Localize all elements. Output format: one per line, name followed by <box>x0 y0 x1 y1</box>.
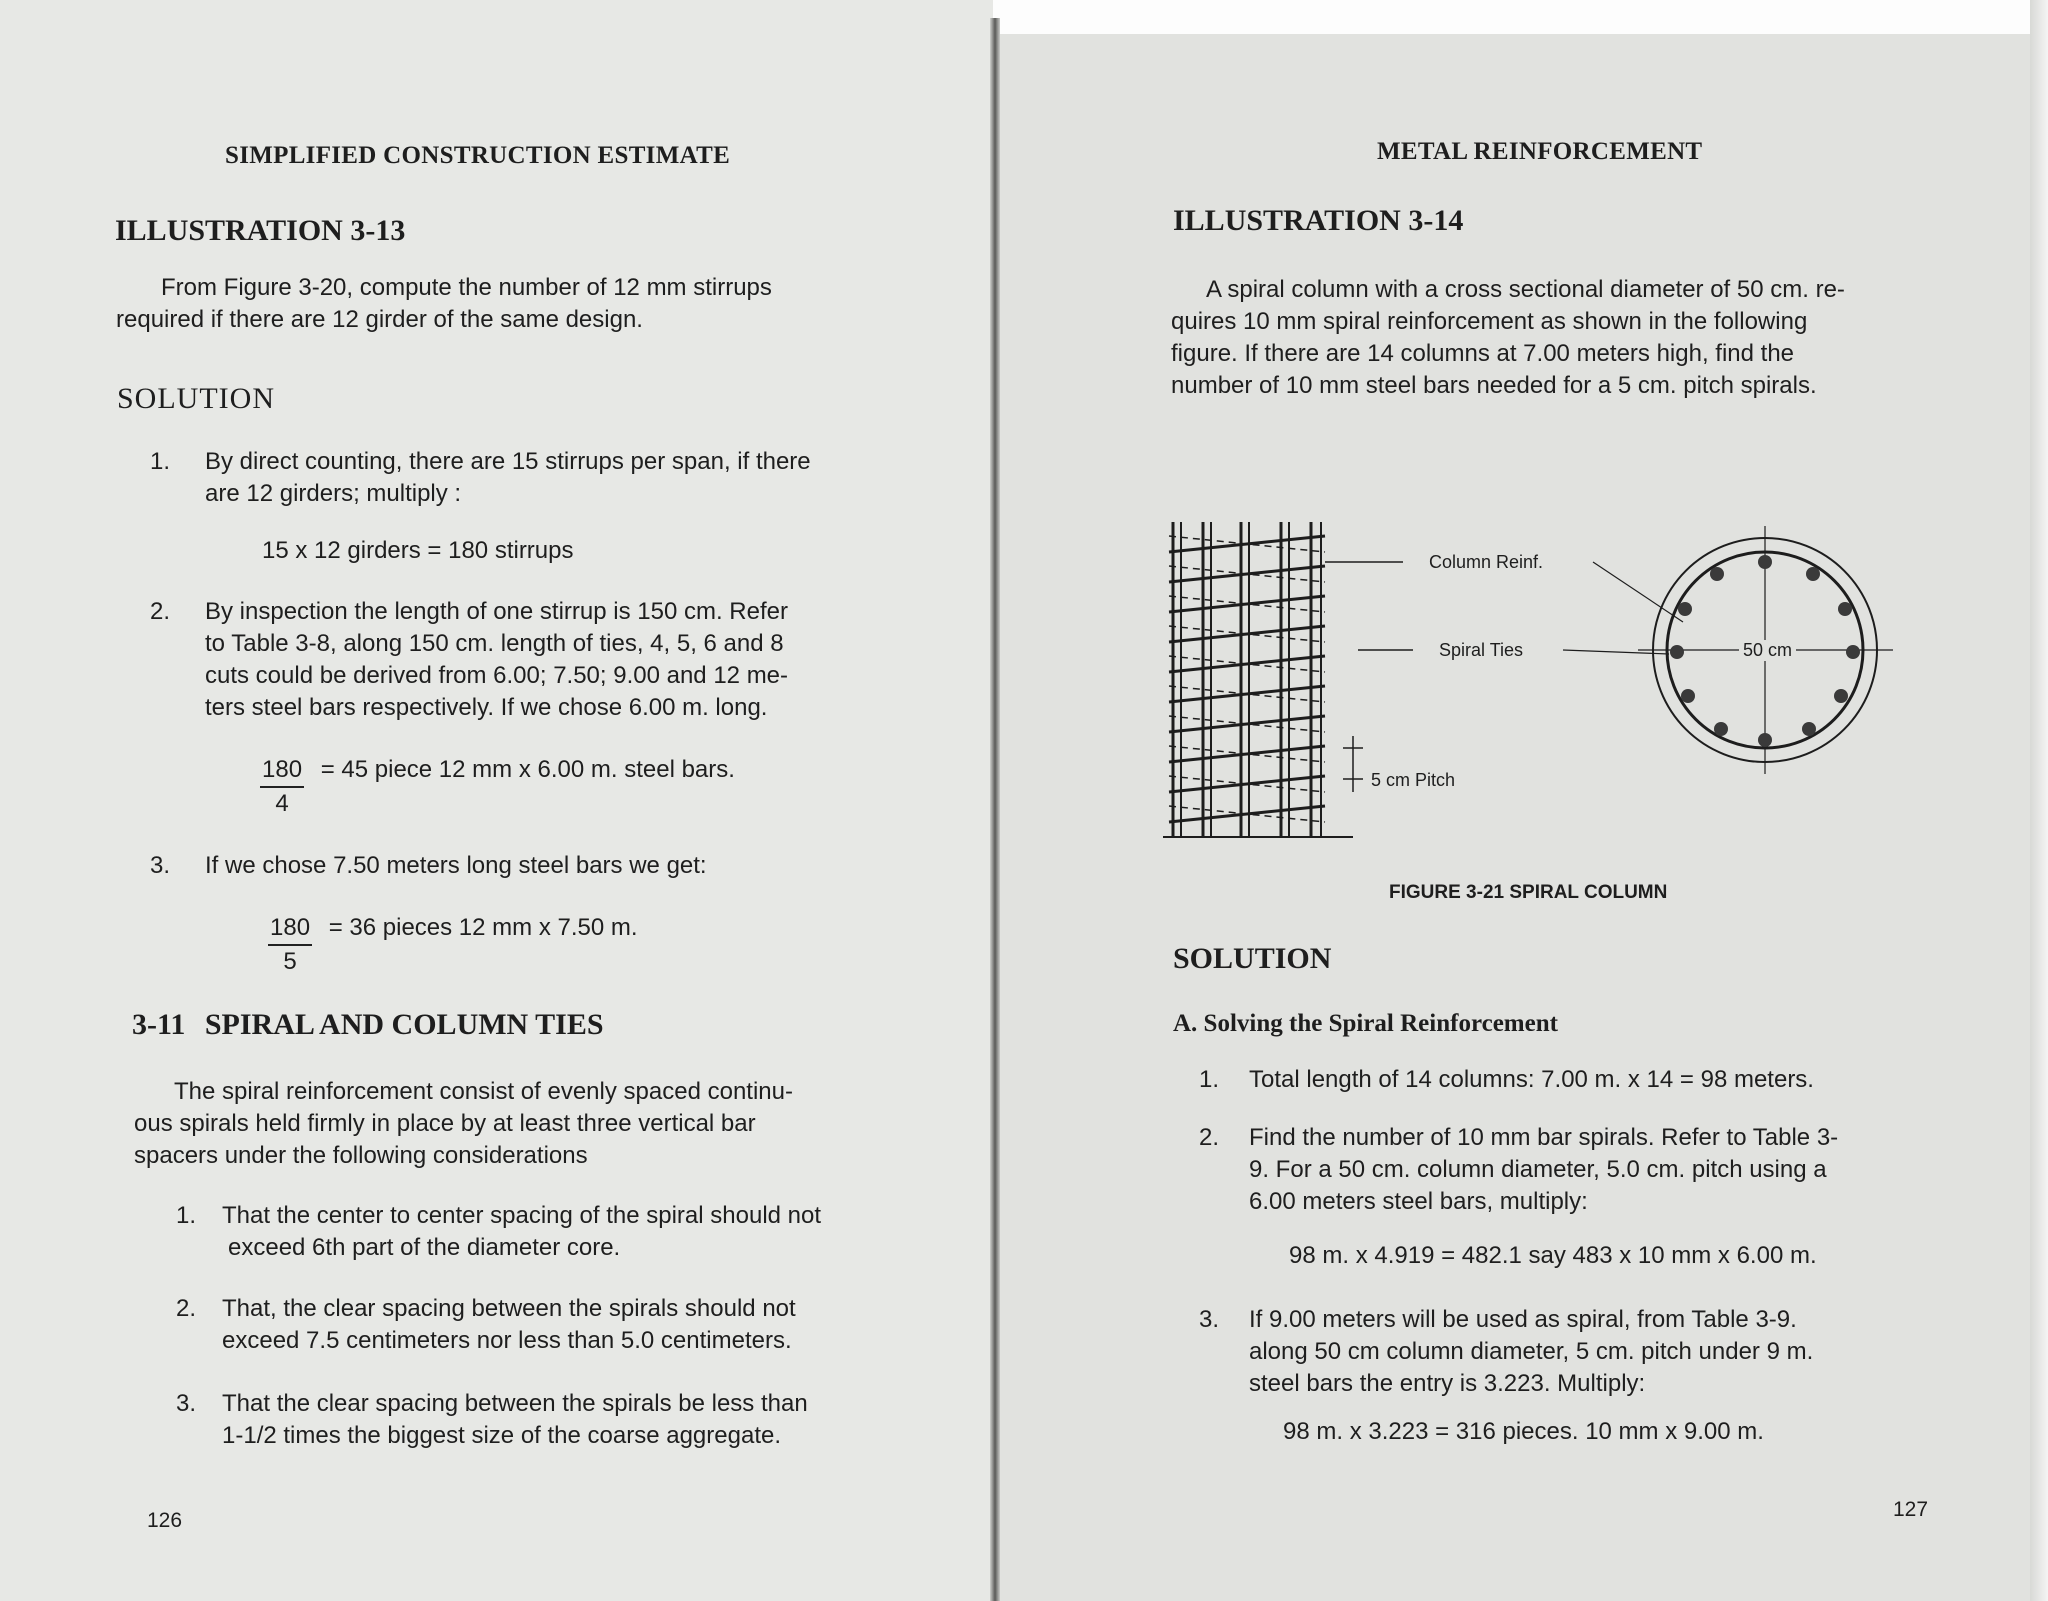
step-number: 1. <box>1199 1066 1220 1093</box>
step-line: By direct counting, there are 15 stirrups per span, if there <box>205 448 811 475</box>
solution-heading-right: SOLUTION <box>1173 942 1332 975</box>
subheading-spiral: A. Solving the Spiral Reinforcement <box>1173 1010 1558 1037</box>
left-page <box>0 0 993 1601</box>
step-3 <box>150 850 707 882</box>
right-step-2-equation: 98 m. x 4.919 = 482.1 say 483 x 10 mm x 6.00 m. <box>1289 1242 1817 1269</box>
step-1 <box>150 446 811 510</box>
fraction <box>268 912 312 978</box>
right-step-1 <box>1199 1064 1814 1096</box>
step-number: 3. <box>150 852 171 879</box>
item-number: 2. <box>176 1295 197 1322</box>
illustration-title-right: ILLUSTRATION 3-14 <box>1173 204 1464 237</box>
item-line: exceed 7.5 centimeters nor less than 5.0 centimeters. <box>222 1327 792 1354</box>
step-line: 9. For a 50 cm. column diameter, 5.0 cm. pitch using a <box>1249 1156 1827 1183</box>
label-diameter: 50 cm <box>1739 640 1796 661</box>
right-step-2 <box>1199 1122 1838 1218</box>
step-line: By inspection the length of one stirrup is 150 cm. Refer <box>205 598 788 625</box>
step-line: ters steel bars respectively. If we chose 6.00 m. long. <box>205 694 768 721</box>
step-1-equation: 15 x 12 girders = 180 stirrups <box>262 537 574 564</box>
step-number: 3. <box>1199 1306 1220 1333</box>
rebar-dot <box>1758 733 1772 747</box>
step-line: If we chose 7.50 meters long steel bars we get: <box>205 852 707 879</box>
problem-line: required if there are 12 girder of the same design. <box>116 306 643 333</box>
intro-line: spacers under the following considerations <box>134 1142 588 1169</box>
fraction <box>260 754 304 820</box>
label-pitch: 5 cm Pitch <box>1371 770 1456 790</box>
page-edge <box>2030 0 2048 1601</box>
rebar-dot <box>1834 689 1848 703</box>
spiral-column-drawing <box>1163 474 1963 894</box>
step-line: along 50 cm column diameter, 5 cm. pitch under 9 m. <box>1249 1338 1814 1365</box>
problem-line: number of 10 mm steel bars needed for a 5 cm. pitch spirals. <box>1171 372 1817 399</box>
item-line: 1-1/2 times the biggest size of the coarse aggregate. <box>222 1422 781 1449</box>
step-2-equation <box>260 754 735 820</box>
item-number: 1. <box>176 1202 197 1229</box>
problem-left <box>116 272 772 336</box>
equation-result: = 45 piece 12 mm x 6.00 m. steel bars. <box>320 756 735 783</box>
item-line: That the clear spacing between the spirals be less than <box>222 1390 808 1417</box>
page-top-margin <box>993 0 2048 34</box>
running-head-left: SIMPLIFIED CONSTRUCTION ESTIMATE <box>225 142 731 169</box>
step-line: are 12 girders; multiply : <box>205 480 462 507</box>
section-title: SPIRAL AND COLUMN TIES <box>204 1008 604 1041</box>
rebar-dot <box>1710 567 1724 581</box>
step-line: steel bars the entry is 3.223. Multiply: <box>1249 1370 1646 1397</box>
fraction-denominator: 5 <box>283 948 297 975</box>
label-column-reinf: Column Reinf. <box>1429 552 1544 572</box>
consideration-2 <box>176 1293 796 1357</box>
rebar-dot <box>1714 722 1728 736</box>
step-3-equation <box>268 912 638 978</box>
right-page <box>993 34 2048 1601</box>
spiral-column-figure <box>1163 474 1963 894</box>
page-number-left: 126 <box>147 1509 183 1532</box>
problem-line: figure. If there are 14 columns at 7.00 meters high, find the <box>1171 340 1795 367</box>
problem-right <box>1171 274 1931 402</box>
fraction-numerator: 180 <box>260 754 304 788</box>
step-line: Find the number of 10 mm bar spirals. Refer to Table 3- <box>1249 1124 1839 1151</box>
item-line: exceed 6th part of the diameter core. <box>228 1234 621 1261</box>
step-number: 2. <box>150 598 171 625</box>
right-step-3 <box>1199 1304 1813 1400</box>
rebar-dot <box>1681 689 1695 703</box>
step-line: cuts could be derived from 6.00; 7.50; 9.00 and 12 me- <box>205 662 789 689</box>
section-heading <box>132 1008 604 1042</box>
problem-line: From Figure 3-20, compute the number of 12 mm stirrups <box>161 274 772 301</box>
item-number: 3. <box>176 1390 197 1417</box>
right-step-3-equation: 98 m. x 3.223 = 316 pieces. 10 mm x 9.00 m. <box>1283 1418 1764 1445</box>
rebar-dot <box>1838 602 1852 616</box>
equation-result: = 36 pieces 12 mm x 7.50 m. <box>328 914 638 941</box>
step-2 <box>150 596 788 724</box>
running-head-right: METAL REINFORCEMENT <box>1377 138 1703 165</box>
item-line: That, the clear spacing between the spirals should not <box>222 1295 796 1322</box>
item-line: That the center to center spacing of the spiral should not <box>222 1202 822 1229</box>
section-intro <box>134 1076 793 1172</box>
fraction-numerator: 180 <box>268 912 312 946</box>
rebar-dot <box>1806 567 1820 581</box>
intro-line: ous spirals held firmly in place by at least three vertical bar <box>134 1110 756 1137</box>
book-gutter <box>990 18 1000 1601</box>
problem-line: quires 10 mm spiral reinforcement as shown in the following <box>1171 308 1808 335</box>
problem-line: A spiral column with a cross sectional diameter of 50 cm. re- <box>1206 276 1845 303</box>
step-line: 6.00 meters steel bars, multiply: <box>1249 1188 1588 1215</box>
rebar-dot <box>1678 602 1692 616</box>
rebar-dot <box>1670 645 1684 659</box>
rebar-dot <box>1846 645 1860 659</box>
step-line: to Table 3-8, along 150 cm. length of ties, 4, 5, 6 and 8 <box>205 630 784 657</box>
step-line: If 9.00 meters will be used as spiral, from Table 3-9. <box>1249 1306 1797 1333</box>
intro-line: The spiral reinforcement consist of evenly spaced continu- <box>174 1078 793 1105</box>
step-number: 2. <box>1199 1124 1220 1151</box>
rebar-dot <box>1802 722 1816 736</box>
consideration-1 <box>176 1200 821 1264</box>
step-number: 1. <box>150 448 171 475</box>
solution-heading-left: SOLUTION <box>117 382 275 415</box>
illustration-title-left: ILLUSTRATION 3-13 <box>115 214 406 247</box>
rebar-dot <box>1758 555 1772 569</box>
section-number: 3-11 <box>132 1008 186 1041</box>
column-section <box>1563 526 1893 774</box>
fraction-denominator: 4 <box>275 790 289 817</box>
label-spiral-ties: Spiral Ties <box>1439 640 1524 660</box>
figure-caption: FIGURE 3-21 SPIRAL COLUMN <box>1389 882 1668 903</box>
step-line: Total length of 14 columns: 7.00 m. x 14 = 98 meters. <box>1249 1066 1814 1093</box>
page-number-right: 127 <box>1893 1498 1929 1521</box>
consideration-3 <box>176 1388 808 1452</box>
